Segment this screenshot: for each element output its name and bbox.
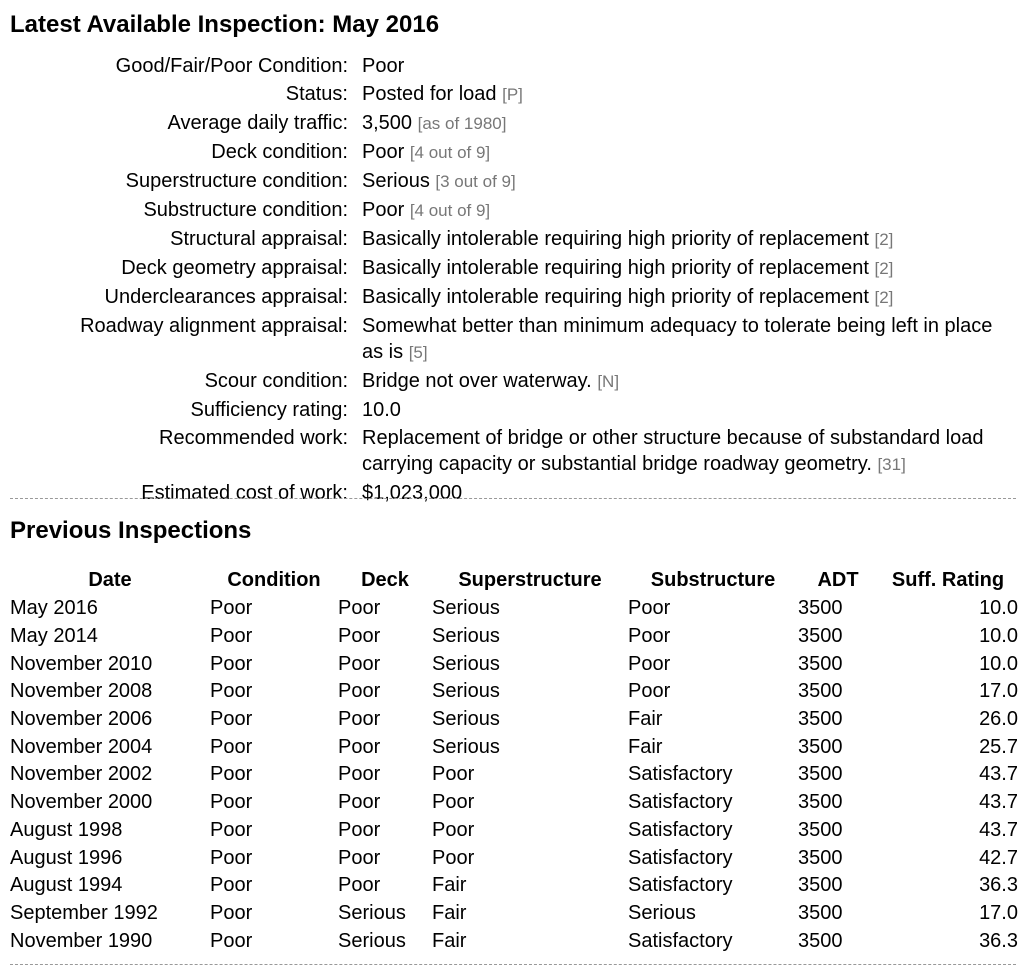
detail-row bbox=[10, 425, 1002, 480]
detail-code: [2] bbox=[874, 259, 894, 278]
table-row bbox=[10, 900, 1018, 928]
detail-label: Estimated cost of work: bbox=[141, 482, 348, 504]
substructure-cell: Serious bbox=[628, 901, 696, 924]
condition-cell: Poor bbox=[210, 846, 253, 869]
detail-label: Deck condition: bbox=[211, 141, 348, 163]
detail-label: Average daily traffic: bbox=[167, 112, 348, 134]
detail-value-cell bbox=[362, 110, 1002, 139]
superstructure-cell: Poor bbox=[432, 846, 475, 869]
detail-value-cell bbox=[362, 397, 1002, 425]
condition-cell: Poor bbox=[210, 901, 253, 924]
table-row bbox=[10, 733, 1018, 761]
detail-code: [4 out of 9] bbox=[409, 201, 491, 220]
substructure-cell: Satisfactory bbox=[628, 818, 733, 841]
detail-value-cell bbox=[362, 313, 1002, 368]
date-cell: August 1996 bbox=[10, 846, 123, 869]
detail-row bbox=[10, 168, 1002, 197]
detail-row bbox=[10, 397, 1002, 425]
detail-value: Somewhat better than minimum adequacy to tolerate being left in place as is bbox=[362, 315, 993, 363]
date-cell: November 1990 bbox=[10, 929, 153, 952]
detail-value-cell bbox=[362, 197, 1002, 226]
substructure-cell: Poor bbox=[628, 680, 671, 703]
suff-rating-cell: 43.7 bbox=[979, 763, 1018, 786]
column-header: Superstructure bbox=[458, 568, 602, 591]
detail-row bbox=[10, 139, 1002, 168]
detail-row bbox=[10, 226, 1002, 255]
deck-cell: Poor bbox=[338, 818, 381, 841]
date-cell: November 2010 bbox=[10, 652, 153, 675]
condition-cell: Poor bbox=[210, 791, 253, 814]
suff-rating-cell: 36.3 bbox=[979, 929, 1018, 952]
adt-cell: 3500 bbox=[798, 597, 843, 620]
detail-code: [5] bbox=[408, 343, 428, 362]
detail-code: [3 out of 9] bbox=[435, 172, 516, 191]
detail-value: Replacement of bridge or other structure because of substandard load carrying capacity or substantial bridge roadway geometry. bbox=[362, 427, 984, 475]
detail-value-cell bbox=[362, 81, 1002, 110]
condition-cell: Poor bbox=[210, 680, 253, 703]
column-header: Condition bbox=[227, 568, 321, 591]
substructure-cell: Satisfactory bbox=[628, 929, 733, 952]
condition-cell: Poor bbox=[210, 735, 253, 758]
column-header: Substructure bbox=[650, 568, 776, 591]
suff-rating-cell: 42.7 bbox=[979, 846, 1018, 869]
adt-cell: 3500 bbox=[798, 763, 843, 786]
detail-value-cell bbox=[362, 284, 1002, 313]
detail-label: Substructure condition: bbox=[143, 199, 348, 221]
suff-rating-cell: 10.0 bbox=[979, 652, 1018, 675]
condition-cell: Poor bbox=[210, 597, 253, 620]
detail-value-cell bbox=[362, 368, 1002, 397]
superstructure-cell: Fair bbox=[432, 874, 467, 897]
detail-row bbox=[10, 368, 1002, 397]
suff-rating-cell: 10.0 bbox=[979, 625, 1018, 648]
section-divider bbox=[10, 498, 1016, 499]
table-row bbox=[10, 678, 1018, 706]
detail-value: $1,023,000 bbox=[362, 482, 463, 504]
suff-rating-cell: 43.7 bbox=[979, 791, 1018, 814]
suff-rating-cell: 26.0 bbox=[979, 708, 1018, 731]
table-row bbox=[10, 872, 1018, 900]
suff-rating-cell: 17.0 bbox=[979, 680, 1018, 703]
detail-label: Structural appraisal: bbox=[170, 228, 348, 250]
detail-value: Poor bbox=[362, 141, 405, 163]
condition-cell: Poor bbox=[210, 708, 253, 731]
adt-cell: 3500 bbox=[798, 929, 843, 952]
date-cell: November 2008 bbox=[10, 680, 153, 703]
suff-rating-cell: 36.3 bbox=[979, 874, 1018, 897]
deck-cell: Poor bbox=[338, 625, 381, 648]
detail-value: 3,500 bbox=[362, 112, 413, 134]
adt-cell: 3500 bbox=[798, 735, 843, 758]
condition-cell: Poor bbox=[210, 625, 253, 648]
adt-cell: 3500 bbox=[798, 625, 843, 648]
deck-cell: Serious bbox=[338, 929, 406, 952]
detail-code: [31] bbox=[877, 455, 906, 474]
table-row bbox=[10, 595, 1018, 623]
detail-code: [2] bbox=[874, 288, 894, 307]
column-header: ADT bbox=[817, 568, 859, 591]
adt-cell: 3500 bbox=[798, 901, 843, 924]
substructure-cell: Poor bbox=[628, 597, 671, 620]
detail-label: Sufficiency rating: bbox=[190, 399, 348, 421]
condition-cell: Poor bbox=[210, 818, 253, 841]
deck-cell: Poor bbox=[338, 652, 381, 675]
superstructure-cell: Poor bbox=[432, 791, 475, 814]
column-header: Suff. Rating bbox=[891, 568, 1005, 591]
substructure-cell: Satisfactory bbox=[628, 846, 733, 869]
deck-cell: Serious bbox=[338, 901, 406, 924]
table-row bbox=[10, 844, 1018, 872]
detail-value: Posted for load bbox=[362, 83, 497, 105]
table-row bbox=[10, 817, 1018, 845]
detail-label: Recommended work: bbox=[159, 427, 348, 449]
detail-value: Poor bbox=[362, 199, 405, 221]
substructure-cell: Fair bbox=[628, 708, 663, 731]
superstructure-cell: Serious bbox=[432, 652, 500, 675]
superstructure-cell: Serious bbox=[432, 708, 500, 731]
detail-row bbox=[10, 480, 1002, 508]
substructure-cell: Satisfactory bbox=[628, 874, 733, 897]
detail-value: Serious bbox=[362, 170, 430, 192]
detail-value-cell bbox=[362, 168, 1002, 197]
suff-rating-cell: 10.0 bbox=[979, 597, 1018, 620]
adt-cell: 3500 bbox=[798, 846, 843, 869]
date-cell: November 2006 bbox=[10, 708, 153, 731]
detail-row bbox=[10, 284, 1002, 313]
detail-label: Status: bbox=[285, 83, 348, 105]
deck-cell: Poor bbox=[338, 680, 381, 703]
adt-cell: 3500 bbox=[798, 652, 843, 675]
section-divider-bottom bbox=[10, 964, 1016, 965]
detail-value-cell bbox=[362, 139, 1002, 168]
column-header: Deck bbox=[361, 568, 409, 591]
detail-label: Good/Fair/Poor Condition: bbox=[115, 55, 348, 77]
date-cell: November 2000 bbox=[10, 791, 153, 814]
superstructure-cell: Poor bbox=[432, 818, 475, 841]
table-row bbox=[10, 927, 1018, 955]
detail-row bbox=[10, 110, 1002, 139]
previous-inspections-title: Previous Inspections bbox=[10, 517, 252, 544]
detail-value: Basically intolerable requiring high priority of replacement bbox=[362, 286, 869, 308]
condition-cell: Poor bbox=[210, 652, 253, 675]
detail-value-cell bbox=[362, 425, 1002, 480]
substructure-cell: Poor bbox=[628, 625, 671, 648]
detail-code: [as of 1980] bbox=[417, 114, 507, 133]
adt-cell: 3500 bbox=[798, 680, 843, 703]
detail-row bbox=[10, 313, 1002, 368]
detail-value: 10.0 bbox=[362, 399, 401, 421]
adt-cell: 3500 bbox=[798, 874, 843, 897]
column-header: Date bbox=[88, 568, 132, 591]
table-row bbox=[10, 623, 1018, 651]
detail-code: [2] bbox=[874, 230, 894, 249]
superstructure-cell: Fair bbox=[432, 901, 467, 924]
detail-row bbox=[10, 197, 1002, 226]
detail-value-cell bbox=[362, 53, 1002, 81]
deck-cell: Poor bbox=[338, 708, 381, 731]
detail-label: Scour condition: bbox=[204, 370, 348, 392]
latest-inspection-details bbox=[10, 53, 1002, 508]
detail-label: Roadway alignment appraisal: bbox=[80, 315, 348, 337]
superstructure-cell: Serious bbox=[432, 625, 500, 648]
detail-value: Basically intolerable requiring high priority of replacement bbox=[362, 228, 869, 250]
detail-value: Bridge not over waterway. bbox=[362, 370, 592, 392]
table-row bbox=[10, 650, 1018, 678]
detail-code: [P] bbox=[502, 85, 523, 104]
deck-cell: Poor bbox=[338, 791, 381, 814]
suff-rating-cell: 25.7 bbox=[979, 735, 1018, 758]
latest-inspection-title: Latest Available Inspection: May 2016 bbox=[10, 11, 440, 38]
detail-value: Poor bbox=[362, 55, 405, 77]
superstructure-cell: Serious bbox=[432, 597, 500, 620]
table-header-row bbox=[10, 565, 1018, 595]
deck-cell: Poor bbox=[338, 874, 381, 897]
superstructure-cell: Fair bbox=[432, 929, 467, 952]
substructure-cell: Poor bbox=[628, 652, 671, 675]
previous-inspections-table bbox=[10, 565, 1018, 955]
adt-cell: 3500 bbox=[798, 818, 843, 841]
deck-cell: Poor bbox=[338, 763, 381, 786]
detail-code: [N] bbox=[597, 372, 620, 391]
date-cell: September 1992 bbox=[10, 901, 158, 924]
detail-label: Superstructure condition: bbox=[125, 170, 348, 192]
detail-row bbox=[10, 81, 1002, 110]
detail-row bbox=[10, 53, 1002, 81]
detail-value: Basically intolerable requiring high priority of replacement bbox=[362, 257, 869, 279]
date-cell: May 2014 bbox=[10, 625, 98, 648]
detail-row bbox=[10, 255, 1002, 284]
condition-cell: Poor bbox=[210, 874, 253, 897]
date-cell: August 1998 bbox=[10, 818, 123, 841]
detail-value-cell bbox=[362, 480, 1002, 508]
adt-cell: 3500 bbox=[798, 791, 843, 814]
date-cell: November 2004 bbox=[10, 735, 153, 758]
table-row bbox=[10, 706, 1018, 734]
substructure-cell: Fair bbox=[628, 735, 663, 758]
detail-value-cell bbox=[362, 255, 1002, 284]
date-cell: November 2002 bbox=[10, 763, 153, 786]
deck-cell: Poor bbox=[338, 735, 381, 758]
deck-cell: Poor bbox=[338, 846, 381, 869]
condition-cell: Poor bbox=[210, 929, 253, 952]
substructure-cell: Satisfactory bbox=[628, 763, 733, 786]
deck-cell: Poor bbox=[338, 597, 381, 620]
suff-rating-cell: 43.7 bbox=[979, 818, 1018, 841]
detail-label: Underclearances appraisal: bbox=[104, 286, 348, 308]
detail-code: [4 out of 9] bbox=[409, 143, 491, 162]
detail-label: Deck geometry appraisal: bbox=[121, 257, 348, 279]
table-row bbox=[10, 789, 1018, 817]
table-row bbox=[10, 761, 1018, 789]
adt-cell: 3500 bbox=[798, 708, 843, 731]
detail-value-cell bbox=[362, 226, 1002, 255]
condition-cell: Poor bbox=[210, 763, 253, 786]
suff-rating-cell: 17.0 bbox=[979, 901, 1018, 924]
substructure-cell: Satisfactory bbox=[628, 791, 733, 814]
superstructure-cell: Poor bbox=[432, 763, 475, 786]
page-content bbox=[10, 8, 1018, 952]
date-cell: August 1994 bbox=[10, 874, 123, 897]
superstructure-cell: Serious bbox=[432, 735, 500, 758]
superstructure-cell: Serious bbox=[432, 680, 500, 703]
date-cell: May 2016 bbox=[10, 597, 98, 620]
